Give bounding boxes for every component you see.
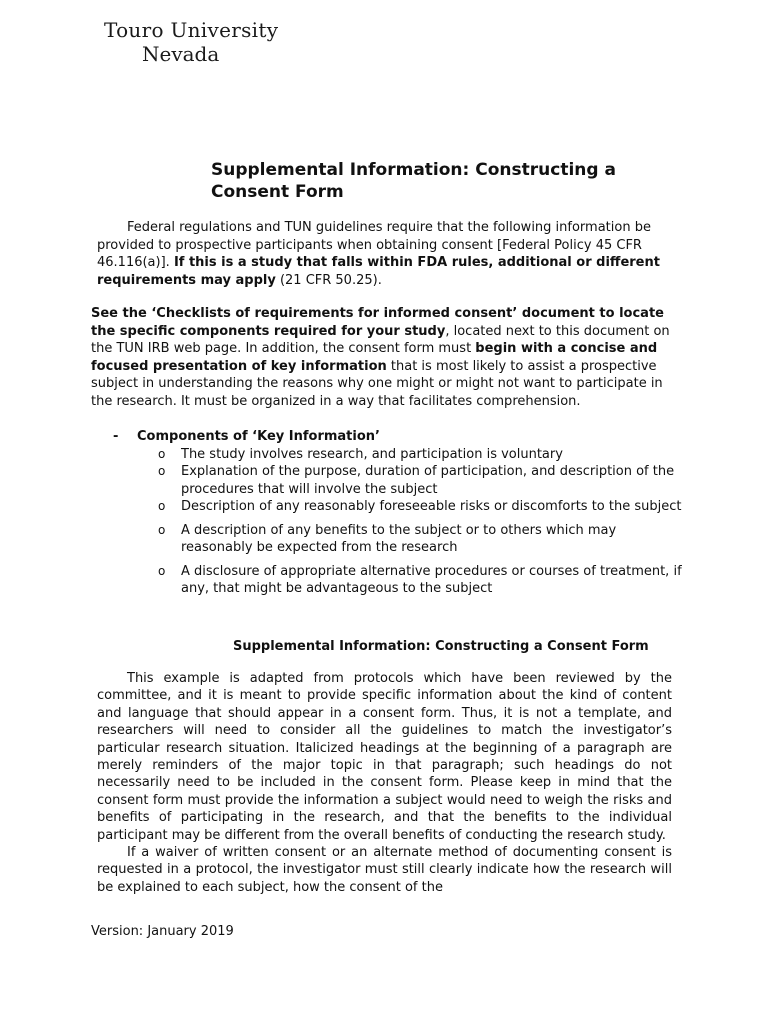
checklist-text-1: , located next to this document on the TUN IRB web page. In addition, the consent form must [91, 323, 670, 356]
list-item-text: Explanation of the purpose, duration of participation, and description of the procedures that will involve the subject [181, 464, 675, 497]
circle-bullet-icon: o [158, 563, 166, 578]
body-paragraph-1: This example is adapted from protocols which have been reviewed by the committee, and it is meant to provide specific information about the kind of content and language that should appear in a consent form. Thus, it is not a template, and researchers will need to consider all the guidelines to match the investigator’s particular research situation. Italicized headings at the beginning of a paragraph are merely reminders of the major topic in that paragraph; such headings do not necessarily need to be included in the consent form. Please keep in mind that the consent form must provide the information a subject would need to weigh the risks and benefits of participating in the research, and that the benefits to the individual participant may be different from the overall benefits of conducting the research study. [97, 671, 672, 843]
body-text [97, 670, 672, 896]
intro-fda-note: If this is a study that falls within FDA rules, additional or different requirements may apply [97, 255, 660, 288]
list-item-text: The study involves research, and participation is voluntary [181, 446, 563, 462]
list-item-text: Description of any reasonably foreseeable risks or discomforts to the subject [181, 499, 682, 514]
list-item-text: A disclosure of appropriate alternative procedures or courses of treatment, if any, that might be advantageous to the subject [181, 563, 682, 596]
intro-text: Federal regulations and TUN guidelines require that the following information be provided to prospective participants when obtaining consent [Federal Policy 45 CFR 46.116(a)]. [97, 220, 651, 270]
dash-bullet: - [113, 429, 119, 444]
intro-paragraph [97, 219, 687, 289]
circle-bullet-icon: o [158, 499, 166, 513]
list-item [113, 522, 683, 557]
checklist-bold-key-info: begin with a concise and focused presentation of key information [91, 341, 658, 374]
checklist-paragraph [91, 305, 687, 410]
university-logo [104, 18, 279, 66]
list-item [113, 563, 683, 598]
version-footer: Version: January 2019 [91, 924, 234, 939]
checklist-text-2: that is most likely to assist a prospective subject in understanding the reasons why one might or might not want to participate in the research. It must be organized in a way that facilitates comprehension. [91, 358, 663, 409]
document-title: Supplemental Information: Constructing a Consent Form [211, 160, 616, 202]
circle-bullet-icon: o [158, 446, 166, 461]
checklist-bold-lead: See the ‘Checklists of requirements for informed consent’ document to locate the specific components required for your study [91, 306, 664, 339]
key-information-components [113, 428, 683, 598]
list-item [113, 498, 683, 516]
logo-line-university: Touro University [104, 18, 279, 42]
list-item-text: A description of any benefits to the subject or to others which may reasonably be expected from the research [181, 522, 617, 555]
section-title: Supplemental Information: Constructing a Consent Form [233, 639, 649, 654]
components-heading [113, 428, 683, 446]
body-paragraph-2: If a waiver of written consent or an alternate method of documenting consent is requested in a protocol, the investigator must still clearly indicate how the research will be explained to each subject, how the consent of the [97, 845, 672, 895]
intro-citation: (21 CFR 50.25). [275, 272, 382, 288]
circle-bullet-icon: o [158, 522, 166, 537]
circle-bullet-icon: o [158, 464, 166, 478]
components-heading-text: Components of ‘Key Information’ [137, 429, 380, 444]
logo-line-nevada: Nevada [142, 42, 220, 66]
list-item [113, 463, 683, 498]
components-list [113, 446, 683, 598]
list-item [113, 446, 683, 464]
